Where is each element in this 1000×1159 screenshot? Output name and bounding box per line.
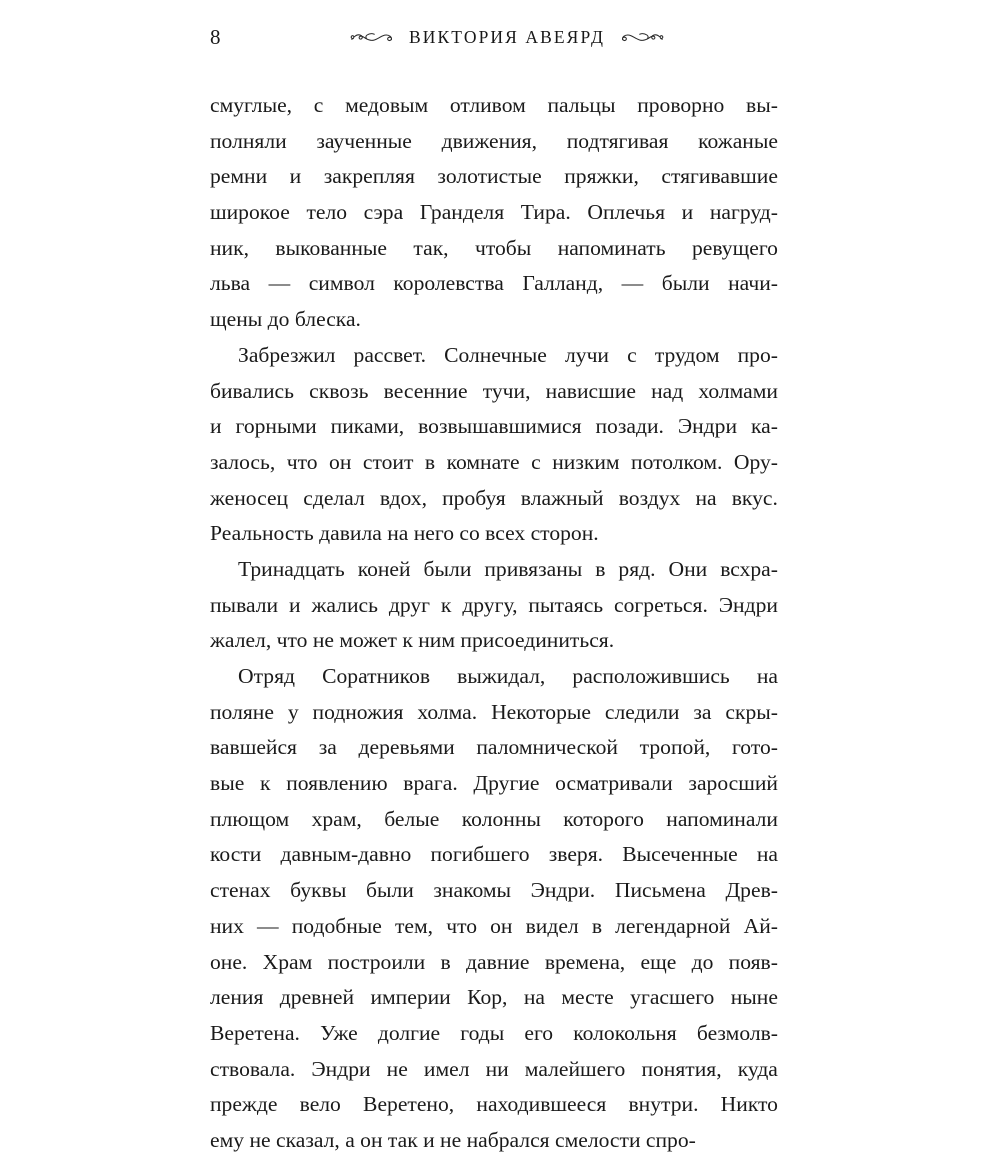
word: полняли: [210, 128, 287, 153]
word: ствовала.: [210, 1056, 296, 1081]
word: имел: [423, 1056, 470, 1081]
text-line: [210, 338, 778, 374]
word: времена,: [544, 949, 626, 974]
word: пытаясь: [528, 592, 604, 617]
text-line: [210, 695, 778, 731]
word: его: [524, 1020, 554, 1045]
paragraph: [210, 88, 778, 338]
text-line: Реальность давила на него со всех сторон.: [210, 521, 599, 546]
word: горными: [235, 414, 317, 439]
word: в: [595, 556, 606, 581]
word: следили: [604, 699, 680, 724]
word: холмами: [698, 378, 778, 403]
word: Ору-: [733, 449, 778, 474]
word: напоминали: [666, 806, 778, 831]
page-number: 8: [210, 24, 221, 49]
word: до: [691, 949, 714, 974]
word: возвышавшимися: [418, 414, 582, 439]
word: —: [621, 271, 644, 296]
body-text: [210, 88, 778, 1159]
word: гото-: [731, 735, 778, 760]
word: паломнической: [476, 735, 618, 760]
word: привязаны: [484, 556, 583, 581]
word: про-: [737, 342, 778, 367]
word: осматривали: [555, 771, 673, 796]
word: —: [268, 271, 291, 296]
word: над: [651, 378, 684, 403]
word: в: [424, 449, 436, 474]
word: пряжки,: [564, 164, 639, 189]
word: Отряд: [238, 664, 296, 688]
text-line: [210, 730, 778, 766]
word: жались: [311, 592, 378, 617]
word: храм,: [311, 806, 362, 831]
word: стоит: [362, 449, 414, 474]
word: пиками,: [330, 414, 405, 439]
text-line: [210, 802, 778, 838]
text-line: [210, 909, 778, 945]
word: прежде: [210, 1092, 278, 1117]
word: колонны: [461, 806, 541, 831]
word: низким: [552, 449, 620, 474]
word: Соратников: [322, 664, 431, 688]
paragraph: [210, 338, 778, 552]
word: вавшейся: [210, 735, 297, 760]
word: медовым: [345, 93, 429, 117]
word: коней: [357, 556, 411, 581]
word: согреться.: [614, 592, 708, 617]
word: за: [318, 735, 337, 760]
word: проворно: [637, 93, 725, 117]
word: ныне: [730, 985, 778, 1010]
word: позади.: [595, 414, 664, 439]
word: женосец: [210, 485, 289, 510]
word: потолком.: [631, 449, 723, 474]
word: с: [627, 342, 637, 367]
word: Галланд,: [522, 271, 604, 296]
word: широкое: [210, 200, 290, 225]
text-line: [210, 588, 778, 624]
text-line: [210, 980, 778, 1016]
word: стенах: [210, 878, 271, 903]
word: Тира.: [520, 200, 571, 225]
text-line: [210, 1087, 778, 1123]
word: были: [365, 878, 414, 903]
word: напоминать: [557, 235, 666, 260]
word: лучи: [565, 342, 609, 367]
word: заросший: [688, 771, 778, 796]
word: вы-: [746, 93, 778, 117]
word: чтобы: [474, 235, 532, 260]
word: которого: [563, 806, 644, 831]
word: понятия,: [641, 1056, 722, 1081]
word: Уже: [320, 1020, 358, 1045]
word: с: [313, 93, 324, 117]
word: ремни: [210, 164, 268, 189]
paragraph: [210, 659, 778, 1159]
word: Солнечные: [444, 342, 547, 367]
word: скры-: [725, 699, 778, 724]
word: ряд.: [618, 556, 656, 581]
running-head: [210, 22, 778, 52]
text-line: [210, 552, 778, 588]
word: Письмена: [614, 878, 706, 903]
word: Храм: [262, 949, 313, 974]
word: символ: [308, 271, 375, 296]
word: начи-: [728, 271, 778, 296]
text-line: [210, 195, 778, 231]
word: королевства: [393, 271, 504, 296]
word: Кор,: [467, 985, 508, 1010]
word: безмолв-: [696, 1020, 778, 1045]
word: с: [531, 449, 541, 474]
word: на: [695, 485, 717, 510]
word: Они: [668, 556, 708, 581]
word: ревущего: [691, 235, 778, 260]
word: погибшего: [430, 842, 530, 867]
word: Другие: [473, 771, 540, 796]
word: сквозь: [309, 378, 369, 403]
word: за: [693, 699, 712, 724]
word: были: [423, 556, 472, 581]
word: внутри.: [628, 1092, 699, 1117]
word: холма.: [417, 699, 478, 724]
word: нагруд-: [709, 200, 778, 225]
text-line: [210, 837, 778, 873]
word: Эндри: [311, 1056, 371, 1081]
word: другу,: [462, 592, 518, 617]
word: малейшего: [524, 1056, 626, 1081]
word: трудом: [654, 342, 720, 367]
word: знакомы: [433, 878, 512, 903]
book-title: ВИКТОРИЯ АВЕЯРД: [408, 26, 606, 47]
word: расположившись: [572, 664, 730, 688]
text-line: [210, 445, 778, 481]
word: Эндри: [677, 414, 738, 439]
text-line: [210, 159, 778, 195]
word: были: [661, 271, 710, 296]
text-line: жалел, что не может к ним присоединиться.: [210, 628, 615, 653]
word: воздух: [618, 485, 681, 510]
word: колокольня: [573, 1020, 677, 1045]
word: давние: [466, 949, 530, 974]
word: смуглые,: [210, 93, 293, 117]
word: пробуя: [442, 485, 506, 510]
word: зверя.: [548, 842, 604, 867]
text-line: [210, 88, 778, 124]
word: ник,: [210, 235, 250, 260]
word: Веретено,: [363, 1092, 455, 1117]
word: кости: [210, 842, 262, 867]
word: угасшего: [630, 985, 715, 1010]
word: древней: [279, 985, 355, 1010]
word: не: [386, 1056, 408, 1081]
word: на: [756, 664, 778, 688]
word: куда: [737, 1056, 778, 1081]
word: долгие: [377, 1020, 441, 1045]
word: кожаные: [698, 128, 778, 153]
word: сэра: [363, 200, 404, 225]
word: ления: [210, 985, 264, 1010]
word: выжидал,: [457, 664, 546, 688]
word: заученные: [316, 128, 412, 153]
word: построили: [327, 949, 426, 974]
word: закрепляя: [323, 164, 415, 189]
word: рассвет.: [353, 342, 426, 367]
word: месте: [561, 985, 614, 1010]
text-line: [210, 873, 778, 909]
word: всхра-: [720, 556, 778, 581]
word: выкованные: [275, 235, 388, 260]
word: Никто: [720, 1092, 778, 1117]
word: Забрезжил: [238, 342, 336, 367]
word: и: [681, 200, 694, 225]
text-line: [210, 945, 778, 981]
word: так,: [413, 235, 449, 260]
word: комнате: [446, 449, 520, 474]
word: тем,: [395, 913, 434, 938]
word: он: [329, 449, 352, 474]
word: Эндри: [718, 592, 778, 617]
word: на: [523, 985, 545, 1010]
word: Гранделя: [419, 200, 505, 225]
word: он: [490, 913, 513, 938]
text-line: [210, 231, 778, 267]
word: пальцы: [547, 93, 616, 117]
word: Эндри.: [530, 878, 596, 903]
word: залось,: [210, 449, 276, 474]
word: вкус.: [731, 485, 778, 510]
word: Древ-: [725, 878, 778, 903]
text-line: [210, 124, 778, 160]
word: них: [210, 913, 244, 938]
word: сделал: [303, 485, 365, 510]
word: видел: [525, 913, 579, 938]
word: ка-: [750, 414, 778, 439]
running-head-center: [236, 27, 778, 48]
word: вело: [299, 1092, 341, 1117]
word: и: [289, 592, 301, 617]
word: плющом: [210, 806, 290, 831]
word: белые: [384, 806, 440, 831]
word: Высеченные: [622, 842, 738, 867]
word: весенние: [383, 378, 468, 403]
word: —: [257, 913, 279, 938]
text-line: [210, 266, 778, 302]
word: движения,: [441, 128, 538, 153]
word: врага.: [403, 771, 458, 796]
word: золотистые: [437, 164, 542, 189]
word: бивались: [210, 378, 294, 403]
word: у: [287, 699, 299, 724]
word: и: [289, 164, 302, 189]
word: Веретена.: [210, 1020, 300, 1045]
text-line: щены до блеска.: [210, 307, 361, 332]
word: тропой,: [639, 735, 711, 760]
word: что: [286, 449, 318, 474]
word: влажный: [520, 485, 604, 510]
word: легендарной: [615, 913, 731, 938]
flourish-ornament-right: [622, 28, 664, 46]
word: деревьями: [358, 735, 455, 760]
word: подножия: [312, 699, 404, 724]
word: годы: [460, 1020, 505, 1045]
word: и: [210, 414, 222, 439]
paragraph: [210, 552, 778, 659]
text-line: [210, 766, 778, 802]
word: в: [591, 913, 603, 938]
word: подобные: [291, 913, 382, 938]
word: на: [756, 842, 778, 867]
word: в: [440, 949, 451, 974]
word: тело: [306, 200, 348, 225]
word: появлению: [286, 771, 388, 796]
word: тучи,: [482, 378, 531, 403]
word: подтягивая: [566, 128, 669, 153]
word: Тринадцать: [238, 556, 345, 581]
text-line: [210, 1016, 778, 1052]
word: отливом: [449, 93, 526, 117]
word: друг: [388, 592, 430, 617]
word: к: [260, 771, 271, 796]
word: льва: [210, 271, 251, 296]
word: ни: [485, 1056, 509, 1081]
word: стягивавшие: [661, 164, 778, 189]
text-line: [210, 1052, 778, 1088]
word: Ай-: [743, 913, 778, 938]
word: пывали: [210, 592, 279, 617]
word: поляне: [210, 699, 274, 724]
text-line: [210, 659, 778, 695]
word: Некоторые: [491, 699, 591, 724]
text-line: [210, 374, 778, 410]
text-line: [210, 409, 778, 445]
word: оне.: [210, 949, 248, 974]
word: нависшие: [545, 378, 636, 403]
word: вые: [210, 771, 245, 796]
word: появ-: [728, 949, 778, 974]
word: к: [440, 592, 452, 617]
word: что: [446, 913, 478, 938]
word: вдох,: [379, 485, 427, 510]
text-line: ему не сказал, а он так и не набрался смелости спро-: [210, 1127, 696, 1152]
word: империи: [370, 985, 451, 1010]
word: еще: [640, 949, 677, 974]
flourish-ornament-left: [350, 28, 392, 46]
word: Оплечья: [587, 200, 666, 225]
word: давным-давно: [280, 842, 412, 867]
text-line: [210, 481, 778, 517]
word: буквы: [290, 878, 347, 903]
word: находившееся: [476, 1092, 607, 1117]
